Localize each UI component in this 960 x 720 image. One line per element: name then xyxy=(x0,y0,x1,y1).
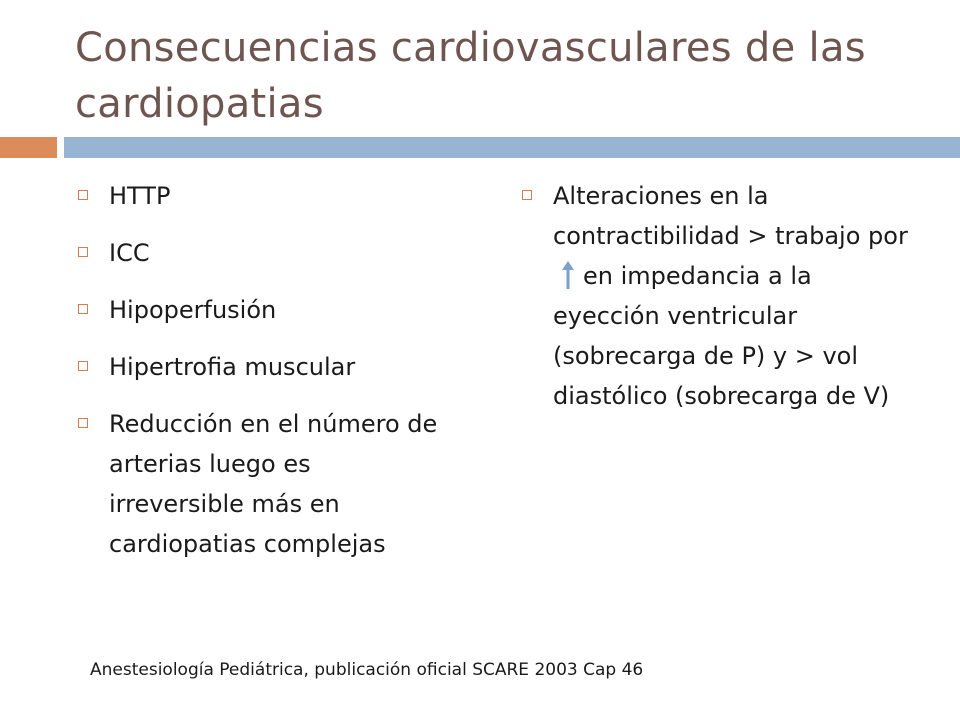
bullet-text-part2: en impedancia a la eyección ventricular (sobrecarga de P) y > vol diastólico (sobrecarga de V) xyxy=(553,262,890,410)
bullet-item xyxy=(75,347,445,387)
bullet-text-part1: Alteraciones en la contractibilidad > trabajo por xyxy=(553,182,908,250)
citation-footer: Anestesiología Pediátrica, publicación oficial SCARE 2003 Cap 46 xyxy=(90,660,644,680)
bullet-text: Reducción en el número de arterias luego es irreversible más en cardiopatias complejas xyxy=(109,410,438,558)
bullet-text: Hipertrofia muscular xyxy=(109,353,356,381)
right-bullet-list xyxy=(519,176,919,416)
bullet-item xyxy=(519,176,919,416)
left-bullet-list xyxy=(75,176,445,564)
bullet-square-icon xyxy=(78,304,88,314)
bullet-square-icon xyxy=(78,247,88,257)
slide-title: Consecuencias cardiovasculares de las cardiopatias xyxy=(75,25,866,127)
bullet-square-icon xyxy=(78,190,88,200)
bullet-text: HTTP xyxy=(109,182,171,210)
bullet-square-icon xyxy=(78,361,88,371)
bullet-square-icon xyxy=(522,190,532,200)
up-arrow-icon xyxy=(561,260,575,290)
accent-bar-orange xyxy=(0,137,57,158)
bullet-item xyxy=(75,404,445,564)
accent-bar-blue xyxy=(64,137,960,158)
bullet-item xyxy=(75,290,445,330)
bullet-text: ICC xyxy=(109,239,150,267)
bullet-square-icon xyxy=(78,418,88,428)
bullet-text: Hipoperfusión xyxy=(109,296,277,324)
bullet-item xyxy=(75,176,445,216)
bullet-item xyxy=(75,233,445,273)
